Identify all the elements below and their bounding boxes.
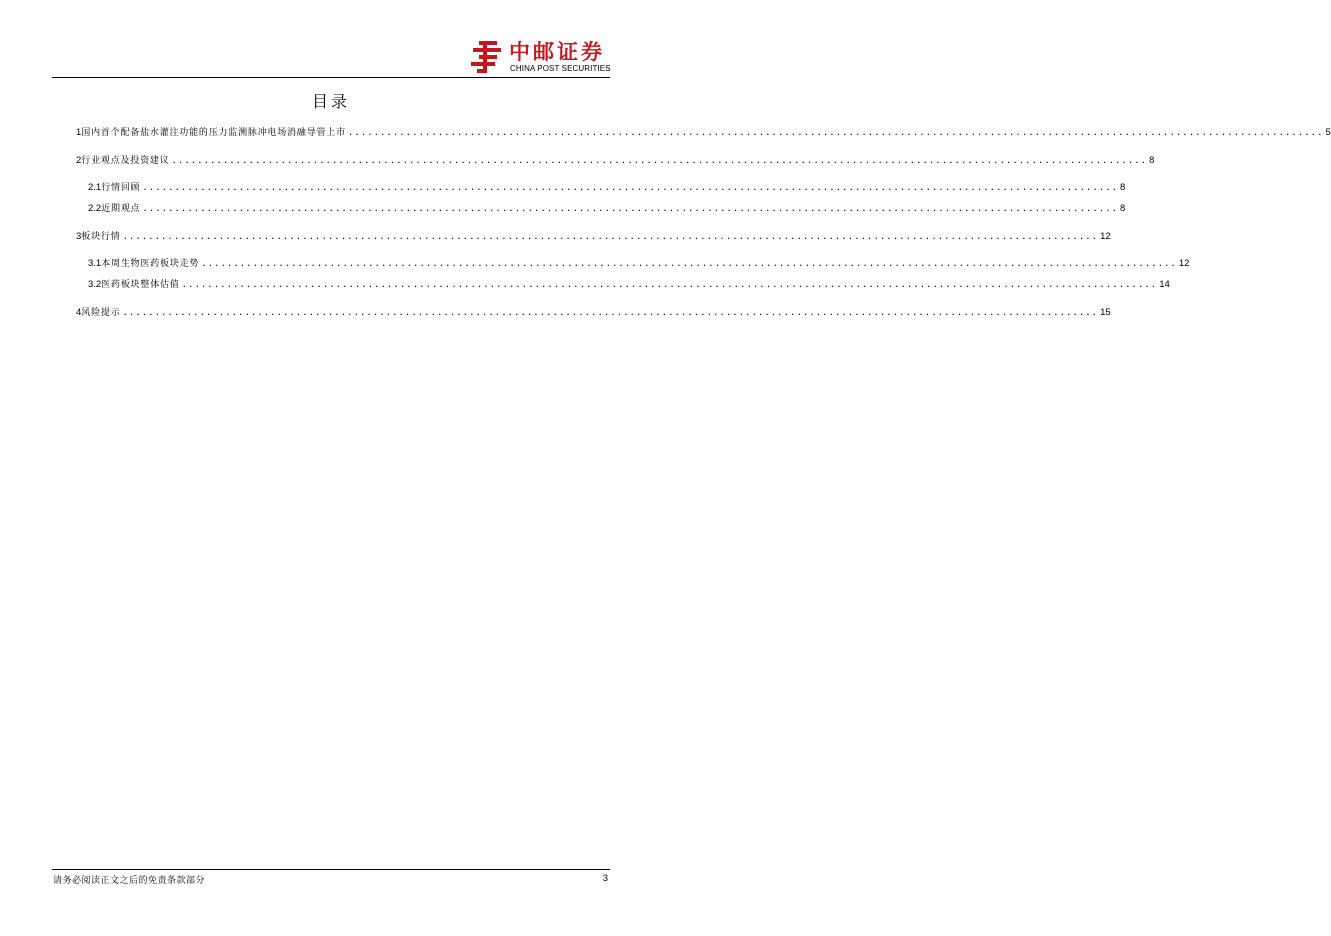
toc-entry-page: 12	[1178, 258, 1190, 269]
toc-dot-leader: ........................................................................................................................................................	[347, 128, 1324, 138]
toc-entry-number: 4	[76, 307, 82, 318]
toc-dot-leader: ........................................................................................................................................................	[122, 232, 1099, 242]
footer-disclaimer: 请务必阅读正文之后的免责条款部分	[53, 876, 206, 886]
toc-dot-leader: ........................................................................................................................................................	[171, 156, 1148, 166]
toc-entry-title: 国内首个配备盐水灌注功能的压力监测脉冲电场消融导管上市	[81, 128, 346, 138]
toc-entry-page: 15	[1100, 307, 1111, 318]
toc-entry-title: 板块行情	[81, 232, 121, 242]
toc-entry-number: 2.1	[88, 182, 102, 193]
toc-entry-page: 8	[1120, 182, 1126, 193]
footer-divider	[52, 869, 610, 870]
toc-entry[interactable]	[76, 154, 1155, 168]
toc-entry-page: 8	[1149, 155, 1155, 166]
toc-entry[interactable]	[76, 306, 1111, 320]
toc-dot-leader: ........................................................................................................................................................	[142, 183, 1119, 193]
toc-entry-number: 3	[76, 231, 82, 242]
toc-entry[interactable]	[76, 230, 1111, 244]
toc-entry-number: 2	[76, 155, 82, 166]
toc-entry[interactable]	[88, 181, 1126, 195]
toc-title: 目录	[311, 92, 350, 111]
footer-page-number: 3	[602, 873, 608, 884]
toc-entry-page: 12	[1100, 231, 1111, 242]
toc-entry[interactable]	[88, 257, 1190, 271]
china-post-emblem-icon	[469, 39, 505, 75]
toc-dot-leader: ........................................................................................................................................................	[201, 259, 1177, 269]
toc-entry-page: 5	[1325, 127, 1331, 138]
toc-entry-page: 14	[1159, 279, 1170, 290]
toc-entry[interactable]	[76, 126, 1331, 140]
toc-entry-title: 风险提示	[81, 308, 121, 318]
toc-entry-title: 行情回顾	[101, 183, 141, 193]
toc-entry-title: 近期观点	[101, 204, 141, 214]
logo-chinese-name: 中邮证券	[509, 40, 605, 64]
toc-entry[interactable]	[88, 278, 1170, 292]
toc-entry-number: 2.2	[88, 203, 102, 214]
toc-entry-page: 8	[1120, 203, 1126, 214]
toc-entry-number: 1	[76, 127, 82, 138]
header-divider	[52, 77, 610, 78]
toc-entry-title: 本周生物医药板块走势	[101, 259, 200, 269]
toc-entry-title: 医药板块整体估值	[101, 280, 180, 290]
company-logo	[469, 39, 611, 75]
toc-dot-leader: ........................................................................................................................................................	[122, 308, 1099, 318]
toc-dot-leader: ........................................................................................................................................................	[181, 280, 1158, 290]
toc-entry[interactable]	[88, 202, 1126, 216]
toc-entry-title: 行业观点及投资建议	[81, 156, 170, 166]
logo-english-name: CHINA POST SECURITIES	[510, 64, 611, 73]
toc-entry-number: 3.2	[88, 279, 102, 290]
toc-entry-number: 3.1	[88, 258, 102, 269]
toc-dot-leader: ........................................................................................................................................................	[142, 204, 1119, 214]
